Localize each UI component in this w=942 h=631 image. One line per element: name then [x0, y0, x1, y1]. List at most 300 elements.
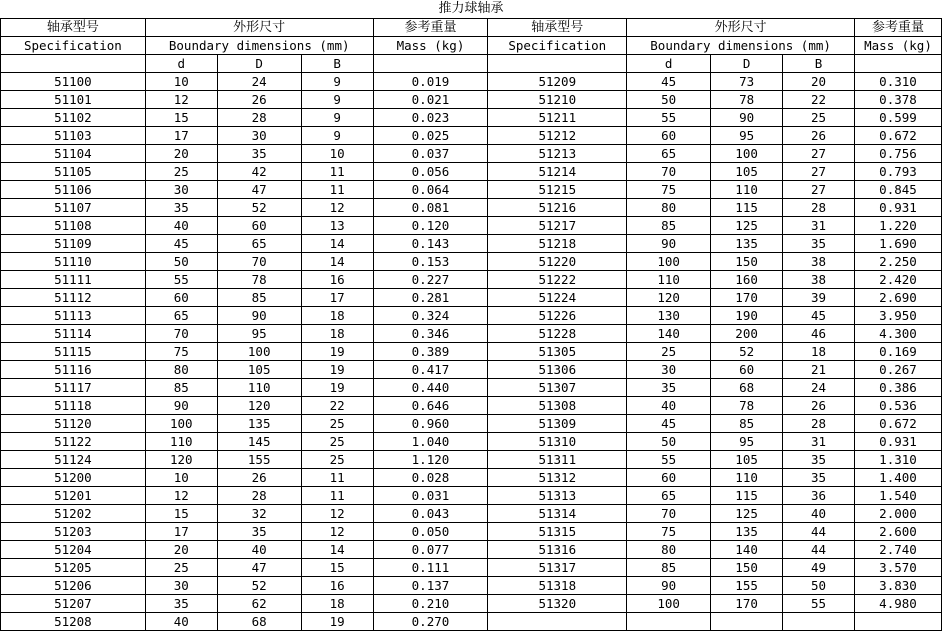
right-D-cell: 68: [711, 379, 783, 397]
left-d-cell: 90: [145, 397, 217, 415]
right-B-cell: 38: [783, 253, 855, 271]
right-D-cell: 125: [711, 217, 783, 235]
right-B-cell: 27: [783, 163, 855, 181]
left-D-cell: 105: [217, 361, 301, 379]
right-d-cell: 80: [627, 541, 711, 559]
left-mass-cell: 0.137: [373, 577, 488, 595]
left-d-cell: 45: [145, 235, 217, 253]
left-D-cell: 68: [217, 613, 301, 631]
left-mass-cell: 0.153: [373, 253, 488, 271]
table-row: [1, 307, 942, 325]
left-D-cell: 52: [217, 199, 301, 217]
right-D-cell: 115: [711, 199, 783, 217]
left-spec-cell: 51105: [1, 163, 146, 181]
left-d-cell: 17: [145, 127, 217, 145]
left-spec-cell: 51204: [1, 541, 146, 559]
right-d-cell: 100: [627, 253, 711, 271]
left-spec-cell: 51206: [1, 577, 146, 595]
left-B-cell: 16: [301, 271, 373, 289]
right-mass-cell: 2.420: [854, 271, 941, 289]
right-B-cell: 28: [783, 199, 855, 217]
right-D-cell: 78: [711, 397, 783, 415]
mass-header-en-right: Mass (kg): [854, 37, 941, 55]
right-spec-cell: 51320: [488, 595, 627, 613]
table-row: [1, 127, 942, 145]
right-spec-cell: 51212: [488, 127, 627, 145]
right-spec-cell: 51216: [488, 199, 627, 217]
right-d-cell: 70: [627, 505, 711, 523]
right-spec-cell: 51224: [488, 289, 627, 307]
table-row: [1, 361, 942, 379]
empty-header-cell: [854, 55, 941, 73]
right-d-cell: 75: [627, 181, 711, 199]
right-mass-cell: 0.931: [854, 433, 941, 451]
right-spec-cell: 51217: [488, 217, 627, 235]
right-D-cell: 78: [711, 91, 783, 109]
left-d-cell: 25: [145, 559, 217, 577]
left-spec-cell: 51101: [1, 91, 146, 109]
right-mass-cell: 0.931: [854, 199, 941, 217]
left-d-cell: 40: [145, 217, 217, 235]
dims-header-cn: 外形尺寸: [145, 19, 373, 37]
right-spec-cell: 51307: [488, 379, 627, 397]
left-d-cell: 17: [145, 523, 217, 541]
right-d-cell: 40: [627, 397, 711, 415]
left-d-cell: 65: [145, 307, 217, 325]
left-mass-cell: 0.031: [373, 487, 488, 505]
right-mass-cell: 2.250: [854, 253, 941, 271]
right-D-cell: 135: [711, 235, 783, 253]
right-d-cell: 75: [627, 523, 711, 541]
left-D-cell: 32: [217, 505, 301, 523]
table-row: [1, 325, 942, 343]
right-D-cell: 105: [711, 163, 783, 181]
right-D-cell: 95: [711, 127, 783, 145]
right-D-cell: 85: [711, 415, 783, 433]
table-row: [1, 163, 942, 181]
left-mass-cell: 0.064: [373, 181, 488, 199]
left-d-cell: 75: [145, 343, 217, 361]
left-B-cell: 19: [301, 343, 373, 361]
left-mass-cell: 0.281: [373, 289, 488, 307]
left-mass-cell: 0.324: [373, 307, 488, 325]
left-d-cell: 30: [145, 181, 217, 199]
left-D-cell: 65: [217, 235, 301, 253]
left-B-cell: 9: [301, 73, 373, 91]
table-row: [1, 73, 942, 91]
left-B-cell: 16: [301, 577, 373, 595]
left-D-cell: 28: [217, 487, 301, 505]
table-row: [1, 181, 942, 199]
left-d-cell: 40: [145, 613, 217, 631]
right-d-cell: 60: [627, 469, 711, 487]
right-d-cell: 85: [627, 217, 711, 235]
left-spec-cell: 51200: [1, 469, 146, 487]
left-D-cell: 26: [217, 91, 301, 109]
left-spec-cell: 51115: [1, 343, 146, 361]
left-d-cell: 25: [145, 163, 217, 181]
left-d-cell: 70: [145, 325, 217, 343]
right-B-cell: 46: [783, 325, 855, 343]
right-d-cell: 25: [627, 343, 711, 361]
right-B-cell: 40: [783, 505, 855, 523]
right-D-cell: 115: [711, 487, 783, 505]
right-D-cell: 105: [711, 451, 783, 469]
right-d-cell: 100: [627, 595, 711, 613]
mass-header-cn-right: 参考重量: [854, 19, 941, 37]
right-spec-cell: 51228: [488, 325, 627, 343]
left-mass-cell: 0.143: [373, 235, 488, 253]
right-spec-cell: 51214: [488, 163, 627, 181]
left-B-cell: 12: [301, 199, 373, 217]
left-d-cell: 35: [145, 199, 217, 217]
left-B-cell: 11: [301, 469, 373, 487]
right-d-cell: 70: [627, 163, 711, 181]
right-B-cell: 50: [783, 577, 855, 595]
right-mass-cell: 1.540: [854, 487, 941, 505]
right-B-cell: 20: [783, 73, 855, 91]
right-D-cell: 100: [711, 145, 783, 163]
table-row: [1, 271, 942, 289]
left-D-cell: 145: [217, 433, 301, 451]
right-mass-cell: 1.310: [854, 451, 941, 469]
right-B-cell: 31: [783, 433, 855, 451]
right-spec-cell: 51316: [488, 541, 627, 559]
right-mass-cell: 0.536: [854, 397, 941, 415]
table-row: [1, 487, 942, 505]
right-B-cell: 39: [783, 289, 855, 307]
left-d-cell: 20: [145, 541, 217, 559]
left-B-cell: 18: [301, 307, 373, 325]
left-B-cell: 17: [301, 289, 373, 307]
right-mass-cell: 0.672: [854, 415, 941, 433]
left-mass-cell: 0.025: [373, 127, 488, 145]
right-mass-cell: 3.950: [854, 307, 941, 325]
left-B-cell: 9: [301, 127, 373, 145]
left-D-cell: 90: [217, 307, 301, 325]
table-row: [1, 91, 942, 109]
left-mass-cell: 0.960: [373, 415, 488, 433]
left-d-cell: 120: [145, 451, 217, 469]
right-D-cell: 150: [711, 253, 783, 271]
left-d-cell: 12: [145, 487, 217, 505]
right-B-cell: 18: [783, 343, 855, 361]
right-mass-cell: 3.570: [854, 559, 941, 577]
right-D-cell: 73: [711, 73, 783, 91]
left-B-cell: 14: [301, 541, 373, 559]
left-B-cell: 12: [301, 505, 373, 523]
right-spec-cell: 51211: [488, 109, 627, 127]
left-B-cell: 11: [301, 163, 373, 181]
right-D-cell: 150: [711, 559, 783, 577]
left-D-cell: 62: [217, 595, 301, 613]
right-mass-cell: 0.378: [854, 91, 941, 109]
table-row: [1, 253, 942, 271]
right-spec-cell: 51311: [488, 451, 627, 469]
left-D-cell: 35: [217, 523, 301, 541]
left-B-cell: 11: [301, 487, 373, 505]
d-header-right: d: [627, 55, 711, 73]
left-d-cell: 30: [145, 577, 217, 595]
right-B-cell: 21: [783, 361, 855, 379]
right-D-cell: 160: [711, 271, 783, 289]
right-D-cell: 200: [711, 325, 783, 343]
table-row: [1, 397, 942, 415]
left-spec-cell: 51100: [1, 73, 146, 91]
right-mass-cell: 0.386: [854, 379, 941, 397]
left-mass-cell: 0.210: [373, 595, 488, 613]
left-D-cell: 42: [217, 163, 301, 181]
right-spec-cell: 51213: [488, 145, 627, 163]
left-mass-cell: 0.389: [373, 343, 488, 361]
right-d-cell: 45: [627, 73, 711, 91]
right-mass-cell: 0.672: [854, 127, 941, 145]
table-title: 推力球轴承: [438, 1, 504, 16]
left-mass-cell: 0.050: [373, 523, 488, 541]
left-d-cell: 20: [145, 145, 217, 163]
right-d-cell: 55: [627, 451, 711, 469]
right-D-cell: 60: [711, 361, 783, 379]
left-mass-cell: 0.043: [373, 505, 488, 523]
right-B-cell: 49: [783, 559, 855, 577]
right-d-cell: [627, 613, 711, 631]
left-d-cell: 15: [145, 109, 217, 127]
dims-header-cn-right: 外形尺寸: [627, 19, 855, 37]
right-B-cell: 44: [783, 523, 855, 541]
right-D-cell: 140: [711, 541, 783, 559]
right-D-cell: 52: [711, 343, 783, 361]
right-D-cell: 135: [711, 523, 783, 541]
left-D-cell: 100: [217, 343, 301, 361]
left-D-cell: 120: [217, 397, 301, 415]
D-header: D: [217, 55, 301, 73]
right-spec-cell: 51305: [488, 343, 627, 361]
left-d-cell: 12: [145, 91, 217, 109]
left-mass-cell: 0.019: [373, 73, 488, 91]
table-row: [1, 469, 942, 487]
right-spec-cell: 51222: [488, 271, 627, 289]
right-B-cell: 24: [783, 379, 855, 397]
right-spec-cell: 51226: [488, 307, 627, 325]
right-mass-cell: 0.267: [854, 361, 941, 379]
right-B-cell: 35: [783, 469, 855, 487]
right-spec-cell: 51312: [488, 469, 627, 487]
left-spec-cell: 51207: [1, 595, 146, 613]
right-D-cell: 170: [711, 595, 783, 613]
left-spec-cell: 51117: [1, 379, 146, 397]
empty-header-cell: [488, 55, 627, 73]
right-B-cell: 28: [783, 415, 855, 433]
right-B-cell: 44: [783, 541, 855, 559]
left-spec-cell: 51116: [1, 361, 146, 379]
left-spec-cell: 51112: [1, 289, 146, 307]
left-mass-cell: 0.077: [373, 541, 488, 559]
table-row: [1, 145, 942, 163]
left-B-cell: 19: [301, 379, 373, 397]
left-D-cell: 135: [217, 415, 301, 433]
table-body: [1, 73, 942, 631]
table-row: [1, 379, 942, 397]
left-spec-cell: 51122: [1, 433, 146, 451]
right-B-cell: 36: [783, 487, 855, 505]
right-B-cell: 55: [783, 595, 855, 613]
left-B-cell: 18: [301, 325, 373, 343]
right-mass-cell: 0.756: [854, 145, 941, 163]
left-D-cell: 26: [217, 469, 301, 487]
right-mass-cell: 0.845: [854, 181, 941, 199]
right-D-cell: 110: [711, 181, 783, 199]
right-mass-cell: 1.400: [854, 469, 941, 487]
table-row: [1, 199, 942, 217]
right-d-cell: 50: [627, 91, 711, 109]
right-spec-cell: 51314: [488, 505, 627, 523]
right-D-cell: 190: [711, 307, 783, 325]
left-D-cell: 24: [217, 73, 301, 91]
left-D-cell: 30: [217, 127, 301, 145]
table-row: [1, 235, 942, 253]
right-B-cell: 35: [783, 451, 855, 469]
left-D-cell: 47: [217, 181, 301, 199]
spec-header-cn: 轴承型号: [1, 19, 146, 37]
left-mass-cell: 0.227: [373, 271, 488, 289]
right-spec-cell: 51220: [488, 253, 627, 271]
right-D-cell: 110: [711, 469, 783, 487]
table-row: [1, 451, 942, 469]
spec-header-cn-right: 轴承型号: [488, 19, 627, 37]
right-d-cell: 50: [627, 433, 711, 451]
left-spec-cell: 51124: [1, 451, 146, 469]
right-spec-cell: 51210: [488, 91, 627, 109]
right-spec-cell: 51313: [488, 487, 627, 505]
right-mass-cell: 2.600: [854, 523, 941, 541]
left-spec-cell: 51107: [1, 199, 146, 217]
left-d-cell: 10: [145, 73, 217, 91]
table-row: [1, 343, 942, 361]
right-d-cell: 90: [627, 577, 711, 595]
left-B-cell: 19: [301, 361, 373, 379]
mass-header-cn: 参考重量: [373, 19, 488, 37]
right-spec-cell: 51306: [488, 361, 627, 379]
right-mass-cell: [854, 613, 941, 631]
right-D-cell: 125: [711, 505, 783, 523]
right-B-cell: 45: [783, 307, 855, 325]
right-D-cell: 170: [711, 289, 783, 307]
left-d-cell: 50: [145, 253, 217, 271]
right-mass-cell: 3.830: [854, 577, 941, 595]
table-row: [1, 523, 942, 541]
table-row: [1, 217, 942, 235]
right-d-cell: 45: [627, 415, 711, 433]
left-B-cell: 18: [301, 595, 373, 613]
right-spec-cell: 51315: [488, 523, 627, 541]
left-D-cell: 70: [217, 253, 301, 271]
left-spec-cell: 51110: [1, 253, 146, 271]
left-spec-cell: 51104: [1, 145, 146, 163]
left-mass-cell: 1.040: [373, 433, 488, 451]
left-spec-cell: 51102: [1, 109, 146, 127]
right-spec-cell: 51218: [488, 235, 627, 253]
left-d-cell: 100: [145, 415, 217, 433]
right-B-cell: [783, 613, 855, 631]
left-B-cell: 22: [301, 397, 373, 415]
dims-header-en-right: Boundary dimensions (mm): [627, 37, 855, 55]
right-B-cell: 35: [783, 235, 855, 253]
left-d-cell: 55: [145, 271, 217, 289]
right-mass-cell: 2.740: [854, 541, 941, 559]
right-spec-cell: 51309: [488, 415, 627, 433]
table-row: [1, 415, 942, 433]
left-mass-cell: 0.028: [373, 469, 488, 487]
left-mass-cell: 0.646: [373, 397, 488, 415]
right-spec-cell: 51308: [488, 397, 627, 415]
D-header-right: D: [711, 55, 783, 73]
right-d-cell: 120: [627, 289, 711, 307]
right-B-cell: 22: [783, 91, 855, 109]
right-mass-cell: 4.300: [854, 325, 941, 343]
right-mass-cell: 2.690: [854, 289, 941, 307]
table-row: [1, 577, 942, 595]
left-B-cell: 25: [301, 451, 373, 469]
left-spec-cell: 51114: [1, 325, 146, 343]
table-row: [1, 595, 942, 613]
table-row: [1, 559, 942, 577]
left-B-cell: 9: [301, 91, 373, 109]
right-d-cell: 130: [627, 307, 711, 325]
header-row-dims: [1, 55, 942, 73]
left-mass-cell: 0.440: [373, 379, 488, 397]
left-B-cell: 15: [301, 559, 373, 577]
right-mass-cell: 2.000: [854, 505, 941, 523]
left-spec-cell: 51203: [1, 523, 146, 541]
left-spec-cell: 51205: [1, 559, 146, 577]
left-spec-cell: 51108: [1, 217, 146, 235]
left-D-cell: 110: [217, 379, 301, 397]
left-mass-cell: 0.270: [373, 613, 488, 631]
right-B-cell: 27: [783, 181, 855, 199]
left-B-cell: 9: [301, 109, 373, 127]
left-mass-cell: 0.120: [373, 217, 488, 235]
table-row: [1, 289, 942, 307]
left-spec-cell: 51120: [1, 415, 146, 433]
mass-header-en: Mass (kg): [373, 37, 488, 55]
d-header: d: [145, 55, 217, 73]
left-d-cell: 10: [145, 469, 217, 487]
spec-header-en: Specification: [1, 37, 146, 55]
right-B-cell: 26: [783, 127, 855, 145]
right-d-cell: 35: [627, 379, 711, 397]
left-d-cell: 15: [145, 505, 217, 523]
left-mass-cell: 1.120: [373, 451, 488, 469]
left-D-cell: 52: [217, 577, 301, 595]
bearing-table: [0, 18, 942, 631]
header-row-cn: [1, 19, 942, 37]
left-D-cell: 95: [217, 325, 301, 343]
left-B-cell: 11: [301, 181, 373, 199]
right-B-cell: 27: [783, 145, 855, 163]
right-spec-cell: 51209: [488, 73, 627, 91]
right-spec-cell: 51318: [488, 577, 627, 595]
left-mass-cell: 0.056: [373, 163, 488, 181]
left-mass-cell: 0.417: [373, 361, 488, 379]
left-D-cell: 78: [217, 271, 301, 289]
right-spec-cell: 51317: [488, 559, 627, 577]
right-d-cell: 110: [627, 271, 711, 289]
left-D-cell: 28: [217, 109, 301, 127]
left-B-cell: 19: [301, 613, 373, 631]
right-spec-cell: 51310: [488, 433, 627, 451]
left-B-cell: 14: [301, 253, 373, 271]
right-B-cell: 26: [783, 397, 855, 415]
